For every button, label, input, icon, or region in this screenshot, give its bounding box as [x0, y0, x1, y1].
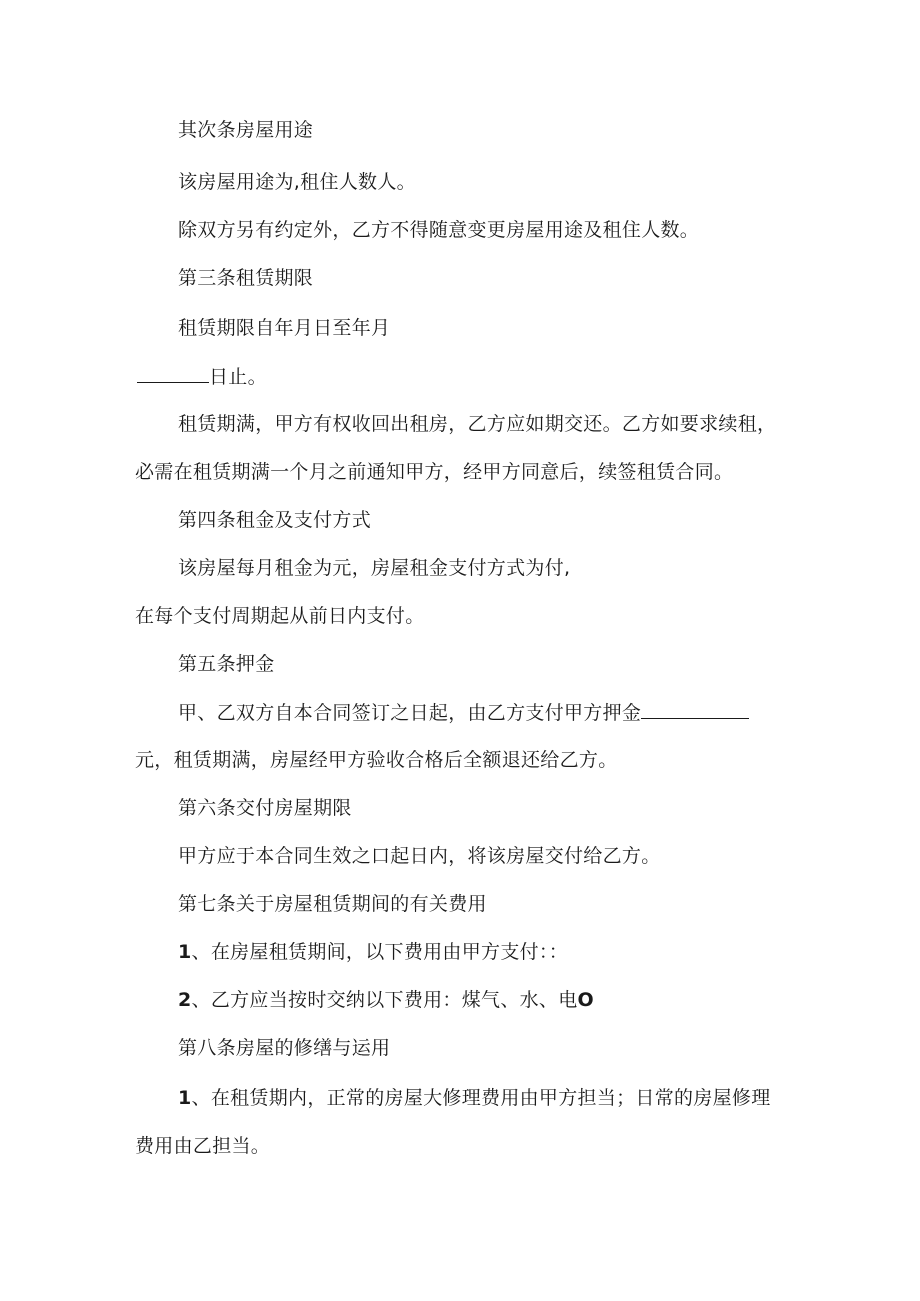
clause-heading-fees: 第七条关于房屋租赁期间的有关费用	[178, 893, 487, 915]
paragraph-line: 甲方应于本合同生效之口起日内，将该房屋交付给乙方。	[178, 845, 661, 867]
clause-heading-delivery: 第六条交付房屋期限	[178, 797, 352, 819]
paragraph-line: 该房屋每月租金为元，房屋租金支付方式为付,	[178, 557, 571, 579]
item-end-mark: O	[577, 989, 594, 1011]
paragraph-line-with-blank	[178, 700, 749, 725]
item-text: 、在租赁期内，正常的房屋大修理费用由甲方担当；日常的房屋修理	[191, 1087, 771, 1109]
paragraph-line: 必需在租赁期满一个月之前通知甲方，经甲方同意后，续签租赁合同。	[135, 461, 734, 483]
paragraph-line: 在每个支付周期起从前日内支付。	[135, 605, 425, 627]
numbered-item	[178, 1086, 771, 1110]
fill-in-blank	[641, 700, 749, 719]
item-text: 、在房屋租赁期间，以下费用由甲方支付：：	[191, 941, 569, 963]
item-text: 、乙方应当按时交纳以下费用：煤气、水、电	[191, 989, 578, 1011]
clause-heading-term: 第三条租赁期限	[178, 267, 314, 289]
fill-in-blank	[137, 364, 209, 383]
clause-heading-deposit: 第五条押金	[178, 653, 275, 675]
item-number: 1	[178, 1087, 192, 1109]
item-number: 1	[178, 941, 192, 963]
clause-heading-purpose: 其次条房屋用途	[178, 119, 314, 141]
paragraph-line-with-blank	[137, 364, 267, 389]
clause-heading-repair: 第八条房屋的修缮与运用	[178, 1037, 391, 1059]
item-number: 2	[178, 989, 192, 1011]
paragraph-text: 日止。	[209, 366, 267, 388]
paragraph-text: 甲、乙双方自本合同签订之日起，由乙方支付甲方押金	[178, 702, 642, 724]
paragraph-line: 租赁期满，甲方有权收回出租房，乙方应如期交还。乙方如要求续租，	[178, 413, 777, 435]
numbered-item	[178, 940, 568, 964]
paragraph-line: 费用由乙担当。	[135, 1135, 271, 1157]
paragraph-line: 除双方另有约定外，乙方不得随意变更房屋用途及租住人数。	[178, 219, 700, 241]
paragraph-line: 元，租赁期满，房屋经甲方验收合格后全额退还给乙方。	[135, 749, 618, 771]
clause-heading-rent: 第四条租金及支付方式	[178, 509, 372, 531]
paragraph-line: 租赁期限自年月日至年月	[178, 317, 391, 339]
paragraph-line: 该房屋用途为,租住人数人。	[178, 171, 416, 193]
numbered-item	[178, 988, 594, 1012]
